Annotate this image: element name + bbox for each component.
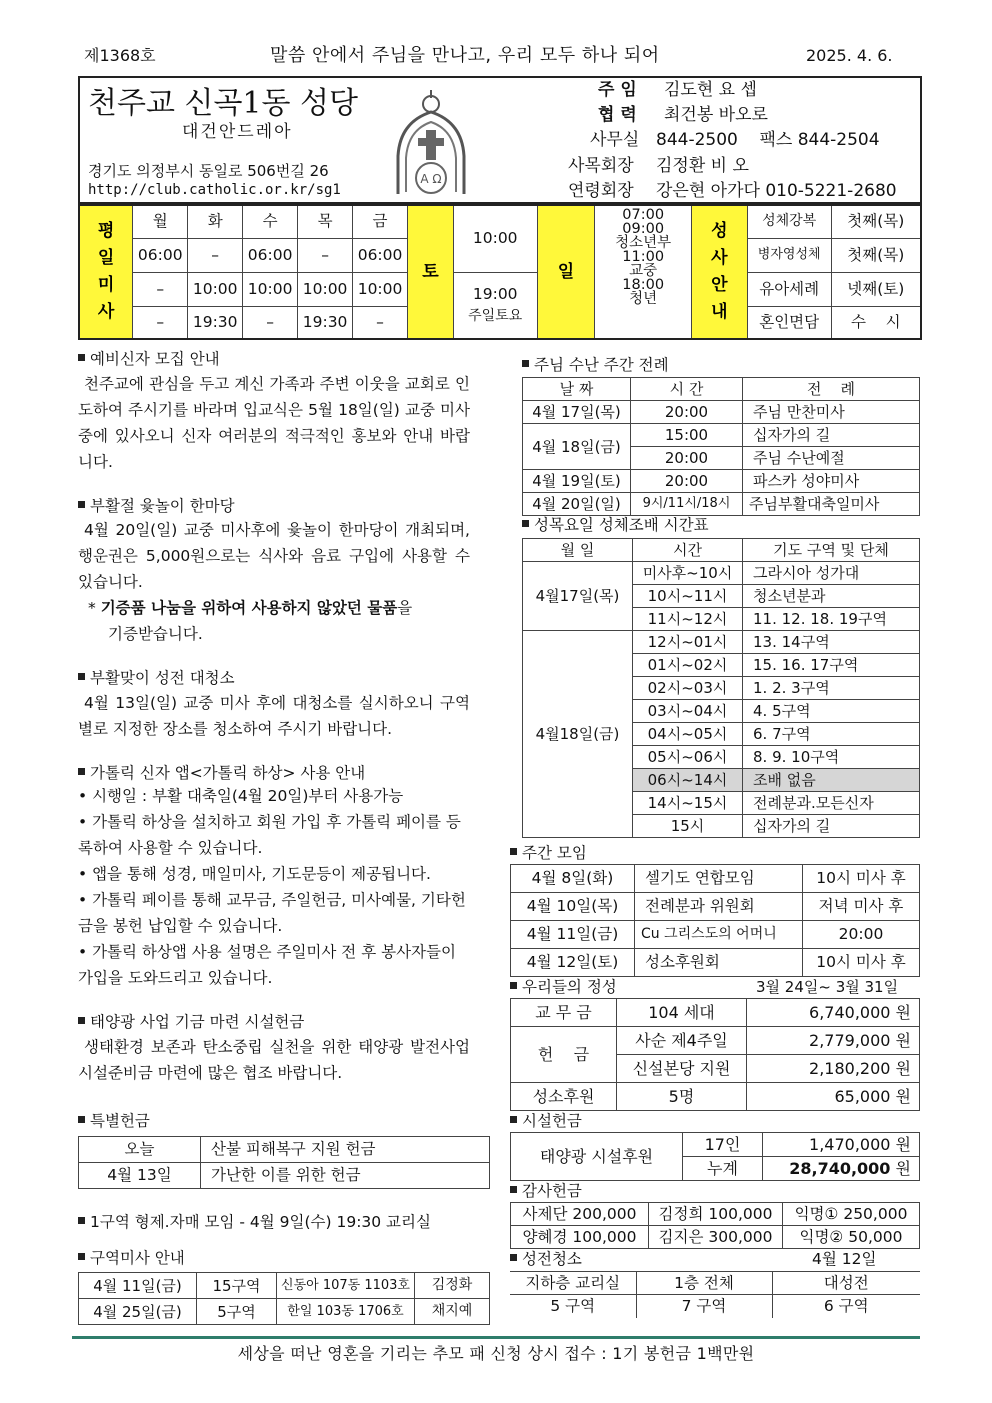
section-catechumen-title: 예비신자 모집 안내 [78, 350, 470, 369]
motto: 말씀 안에서 주님을 만나고, 우리 모두 하나 되어 [270, 45, 660, 66]
day-header-wed: 수 [243, 205, 298, 238]
thanks-donor: 익명② 50,000 [783, 1226, 920, 1249]
offering-amount: 6,740,000 원 [747, 999, 920, 1027]
holyweek-liturgy: 주님 만찬미사 [743, 401, 920, 424]
app-list [78, 783, 470, 991]
mass-time: 19:30 [188, 306, 243, 339]
issue-date: 2025. 4. 6. [806, 46, 893, 65]
weekly-date: 4월 10일(목) [511, 893, 635, 921]
adoration-group: 조배 없음 [743, 769, 920, 792]
offering-category: 교 무 금 [511, 999, 617, 1027]
adoration-header: 월 일 [523, 539, 633, 562]
holyweek-date: 4월 20일(일) [523, 493, 631, 516]
holyweek-date: 4월 19일(토) [523, 470, 631, 493]
offering-count: 104 세대 [617, 999, 747, 1027]
adoration-group: 1. 2. 3구역 [743, 677, 920, 700]
facility-label: 태양광 시설후원 [511, 1133, 683, 1181]
weekly-group: 전례분과 위원회 [635, 893, 803, 921]
cleaning-district: 5 구역 [510, 1295, 636, 1318]
cleaning-date: 4월 12일 [812, 1250, 877, 1268]
adoration-group: 4. 5구역 [743, 700, 920, 723]
weekday-mass-label: 평 일 미 사 [79, 205, 133, 339]
cleaning-area: 대성전 [772, 1272, 920, 1295]
offering-subcategory: 신설본당 지원 [617, 1055, 747, 1083]
adoration-group: 청소년분과 [743, 585, 920, 608]
cleaning-district: 6 구역 [772, 1295, 920, 1318]
holyweek-liturgy: 십자가의 길 [743, 424, 920, 447]
holyweek-time: 15:00 [631, 424, 743, 447]
footer-divider [72, 1336, 920, 1339]
cleaning-table [510, 1271, 920, 1318]
list-item: • 가톨릭 하상을 설치하고 회원 가입 후 가톨릭 페이를 등록하여 사용할 수 있습니다. [78, 813, 461, 858]
facility-count: 17인 [683, 1133, 763, 1157]
facility-amount: 1,470,000 원 [763, 1133, 920, 1157]
thanks-donor: 김지은 300,000 [649, 1226, 783, 1249]
mass-time: – [243, 306, 298, 339]
section-app-title: 가톨릭 신자 앱<가톨릭 하상> 사용 안내 [78, 764, 470, 783]
day-header-tue: 화 [188, 205, 243, 238]
weekly-table [510, 864, 920, 977]
adoration-time: 02시~03시 [633, 677, 743, 700]
holyweek-date: 4월 18일(금) [523, 424, 631, 470]
sunday-times: 07:00 09:00 청소년부 11:00 교중 18:00 청년 [595, 205, 692, 339]
adoration-time: 03시~04시 [633, 700, 743, 723]
weekly-time: 저녁 미사 후 [803, 893, 920, 921]
section-yut-note-tail: 기증받습니다. [108, 625, 203, 644]
church-name: 천주교 신곡1동 성당 [88, 86, 358, 121]
list-item: • 시행일 : 부활 대축일(4월 20일)부터 사용가능 [78, 787, 404, 806]
holyweek-liturgy: 파스카 성야미사 [743, 470, 920, 493]
staff-office: 사무실 844-2500 팩스 844-2504 [590, 130, 880, 150]
sacrament-label: 성 사 안 내 [692, 205, 748, 339]
day-header-fri: 금 [353, 205, 408, 238]
weekly-title: 주간 모임 [510, 844, 587, 863]
adoration-time: 04시~05시 [633, 723, 743, 746]
facility-title: 시설헌금 [510, 1112, 582, 1131]
adoration-time: 미사후~10시 [633, 562, 743, 585]
cleaning-district: 7 구역 [636, 1295, 772, 1318]
district-mass-table [78, 1272, 490, 1325]
staff-council: 사목회장 김정환 비 오 [568, 156, 749, 176]
adoration-group: 십자가의 길 [743, 815, 920, 838]
thanks-donor: 익명① 250,000 [783, 1203, 920, 1226]
sacrament-name: 성체강복 [747, 205, 831, 238]
weekly-date: 4월 12일(토) [511, 949, 635, 977]
offering-count: 5명 [617, 1083, 747, 1111]
list-item: • 가톨릭 하상앱 사용 설명은 주일미사 전 후 봉사자들이 가입을 도와드리고 있습니다. [78, 943, 456, 988]
facility-total-amount: 28,740,000 원 [763, 1157, 920, 1181]
offering-category: 헌 금 [511, 1027, 617, 1083]
cleaning-title: 성전청소 [510, 1250, 582, 1269]
adoration-time: 06시~14시 [633, 769, 743, 792]
mass-time: 10:00 [353, 272, 408, 306]
day-header-thu: 목 [298, 205, 353, 238]
weekly-time: 10시 미사 후 [803, 949, 920, 977]
holyweek-time: 20:00 [631, 470, 743, 493]
holyweek-liturgy: 주님 수난예절 [743, 447, 920, 470]
district-mass-place: 한일 103동 1706호 [277, 1299, 415, 1325]
district-mass-host: 채지예 [415, 1299, 490, 1325]
weekly-group: Cu 그리스도의 어머니 [635, 921, 803, 949]
adoration-group: 전례분과.모든신자 [743, 792, 920, 815]
offering-amount: 65,000 원 [747, 1083, 920, 1111]
special-offering-table [78, 1136, 490, 1189]
section-cleaning-title: 부활맞이 성전 대청소 [78, 669, 470, 688]
section-yut-body: 4월 20일(일) 교중 미사후에 윷놀이 한마당이 개최되며, 행운권은 5,000원으로는 식사와 음료 구입에 사용할 수 있습니다. [78, 521, 470, 592]
offering-purpose: 산불 피해복구 지원 헌금 [201, 1137, 490, 1163]
weekly-group: 성소후원회 [635, 949, 803, 977]
offering-date: 오늘 [79, 1137, 201, 1163]
sacrament-name: 병자영성체 [747, 238, 831, 272]
sacrament-when: 첫째(목) [831, 205, 921, 238]
holyweek-time: 9시/11시/18시 [631, 493, 743, 516]
footer-notice: 세상을 떠난 영혼을 기리는 추모 패 신청 상시 접수 : 1기 봉헌금 1백만원 [237, 1344, 755, 1363]
facility-total-label: 누계 [683, 1157, 763, 1181]
section-cleaning-body: 4월 13일(일) 교중 미사 후에 대청소를 실시하오니 구역별로 지정한 장소를 청소하여 주시기 바랍니다. [78, 693, 470, 738]
weekly-group: 셀기도 연합모임 [635, 865, 803, 893]
thanks-table [510, 1202, 920, 1249]
mass-time: 06:00 [243, 238, 298, 272]
header-box [78, 76, 922, 204]
mass-time: – [133, 272, 188, 306]
mass-time: – [133, 306, 188, 339]
weekly-date: 4월 8일(화) [511, 865, 635, 893]
adoration-time: 10시~11시 [633, 585, 743, 608]
adoration-time: 01시~02시 [633, 654, 743, 677]
weekly-date: 4월 11일(금) [511, 921, 635, 949]
mass-time: – [353, 306, 408, 339]
holyweek-date: 4월 17일(목) [523, 401, 631, 424]
issue-number: 제1368호 [84, 46, 156, 65]
adoration-time: 15시 [633, 815, 743, 838]
district-mass-date: 4월 25일(금) [79, 1299, 197, 1325]
sacrament-when: 첫째(목) [831, 238, 921, 272]
section-solar-title: 태양광 사업 기금 마련 시설헌금 [78, 1013, 470, 1032]
mass-time: – [188, 238, 243, 272]
adoration-date: 4월17일(목) [523, 562, 633, 631]
adoration-header: 시간 [633, 539, 743, 562]
day-header-mon: 월 [133, 205, 188, 238]
mass-time: 10:00 [188, 272, 243, 306]
section-yut-title: 부활절 윷놀이 한마당 [78, 497, 470, 516]
sacrament-name: 혼인면담 [747, 306, 831, 339]
staff-associate: 협 력 최건봉 바오로 [598, 105, 768, 125]
adoration-time: 05시~06시 [633, 746, 743, 769]
logo-alpha-omega: A Ω [420, 172, 442, 186]
section-solar-body: 생태환경 보존과 탄소중립 실천을 위한 태양광 발전사업 시설준비금 마련에 많은 협조 바랍니다. [78, 1037, 470, 1082]
offering-subcategory: 사순 제4주일 [617, 1027, 747, 1055]
district-mass-title: 구역미사 안내 [78, 1249, 185, 1268]
adoration-group: 6. 7구역 [743, 723, 920, 746]
mass-time: 06:00 [353, 238, 408, 272]
adoration-group: 13. 14구역 [743, 631, 920, 654]
mass-time: 19:30 [298, 306, 353, 339]
adoration-group: 15. 16. 17구역 [743, 654, 920, 677]
offering-category: 성소후원 [511, 1083, 617, 1111]
offering-amount: 2,779,000 원 [747, 1027, 920, 1055]
mass-schedule-table [78, 204, 922, 340]
holyweek-header: 날 짜 [523, 378, 631, 401]
patron-saint: 대건안드레아 [182, 122, 293, 142]
district-mass-area: 15구역 [197, 1273, 277, 1299]
mass-time: 10:00 [298, 272, 353, 306]
mass-time: 10:00 [243, 272, 298, 306]
section-catechumen-body: 천주교에 관심을 두고 계신 가족과 주변 이웃을 교회로 인도하여 주시기를 바라며 입교식은 5월 18일(일) 교중 미사중에 있사오니 신자 여러분의 적극적인 홍보와 안내 바랍니다. [78, 374, 470, 471]
facility-table [510, 1132, 920, 1181]
thanks-title: 감사헌금 [510, 1182, 582, 1201]
holyweek-header: 시 간 [631, 378, 743, 401]
sunday-label: 일 [537, 205, 595, 339]
saturday-time-2: 19:00 주일토요 [453, 272, 537, 339]
holyweek-title: 주님 수난 주간 전례 [522, 356, 669, 375]
list-item: • 앱을 통해 성경, 매일미사, 기도문등이 제공됩니다. [78, 865, 431, 884]
holyweek-table [522, 377, 920, 516]
offering-date: 4월 13일 [79, 1163, 201, 1189]
adoration-header: 기도 구역 및 단체 [743, 539, 920, 562]
adoration-title: 성목요일 성체조배 시간표 [522, 516, 709, 535]
adoration-date: 4월18일(금) [523, 631, 633, 838]
thanks-donor: 김정희 100,000 [649, 1203, 783, 1226]
sacrament-name: 유아세례 [747, 272, 831, 306]
sacrament-when: 수 시 [831, 306, 921, 339]
thanks-donor: 사제단 200,000 [511, 1203, 649, 1226]
offering-period: 3월 24일~ 3월 31일 [756, 978, 899, 996]
offering-title: 우리들의 정성 [510, 978, 617, 997]
holyweek-liturgy: 주님부활대축일미사 [743, 493, 920, 516]
adoration-table [522, 538, 920, 838]
weekly-time: 20:00 [803, 921, 920, 949]
adoration-time: 11시~12시 [633, 608, 743, 631]
holyweek-header: 전 례 [743, 378, 920, 401]
district-meeting-notice: 1구역 형제.자매 모임 - 4월 9일(수) 19:30 교리실 [78, 1213, 431, 1232]
holyweek-time: 20:00 [631, 447, 743, 470]
mass-time: 06:00 [133, 238, 188, 272]
left-column [78, 350, 470, 1086]
thanks-donor: 양혜경 100,000 [511, 1226, 649, 1249]
adoration-group: 11. 12. 18. 19구역 [743, 608, 920, 631]
district-mass-date: 4월 11일(금) [79, 1273, 197, 1299]
church-url[interactable]: http://club.catholic.or.kr/sg1 [88, 182, 341, 198]
adoration-group: 그라시아 성가대 [743, 562, 920, 585]
holyweek-time: 20:00 [631, 401, 743, 424]
mass-time: – [298, 238, 353, 272]
district-mass-area: 5구역 [197, 1299, 277, 1325]
adoration-time: 12시~01시 [633, 631, 743, 654]
weekly-time: 10시 미사 후 [803, 865, 920, 893]
special-offering-title: 특별헌금 [78, 1112, 150, 1131]
church-address: 경기도 의정부시 동일로 506번길 26 [88, 162, 329, 180]
staff-pastor: 주 임 김도현 요 셉 [598, 80, 757, 100]
cleaning-area: 1층 전체 [636, 1272, 772, 1295]
list-item: • 가톨릭 페이를 통해 교무금, 주일헌금, 미사예물, 기타헌금을 봉헌 납입할 수 있습니다. [78, 891, 466, 936]
staff-funeral: 연령회장 강은현 아가다 010-5221-2680 [568, 181, 897, 201]
offering-purpose: 가난한 이를 위한 헌금 [201, 1163, 490, 1189]
church-logo [386, 86, 476, 200]
saturday-time-1: 10:00 [453, 205, 537, 272]
section-yut-note: * 기증품 나눔을 위하여 사용하지 않았던 물품을 [88, 599, 413, 618]
offering-amount: 2,180,200 원 [747, 1055, 920, 1083]
district-mass-host: 김정화 [415, 1273, 490, 1299]
sacrament-when: 넷째(토) [831, 272, 921, 306]
adoration-time: 14시~15시 [633, 792, 743, 815]
cleaning-area: 지하층 교리실 [510, 1272, 636, 1295]
adoration-group: 8. 9. 10구역 [743, 746, 920, 769]
offering-table [510, 998, 920, 1111]
saturday-label: 토 [408, 205, 454, 339]
district-mass-place: 신동아 107동 1103호 [277, 1273, 415, 1299]
